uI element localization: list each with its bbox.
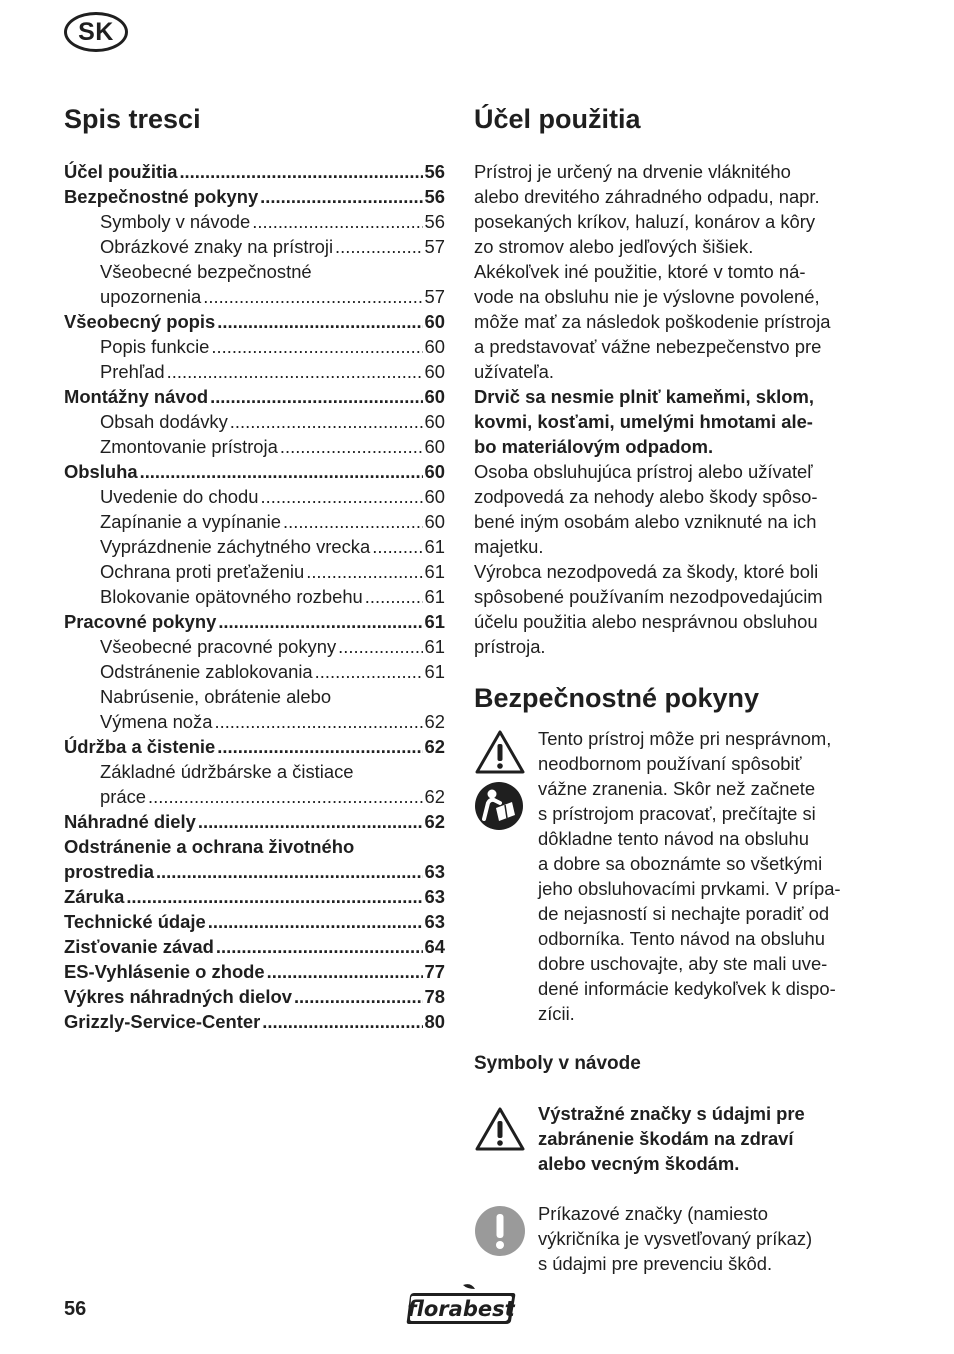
toc-entry-page: 78 — [424, 986, 445, 1007]
toc-entry-page: 61 — [424, 586, 445, 607]
toc-entry-page: 60 — [424, 361, 445, 382]
toc-entry-page: 61 — [424, 611, 445, 632]
safety-notice — [474, 726, 866, 1026]
toc-entry-page: 57 — [424, 236, 445, 257]
toc-entry[interactable] — [64, 984, 445, 1009]
toc-entry-page: 61 — [424, 661, 445, 682]
safety-paragraph: Tento prístroj môže pri nesprávnom, neodbornom používaní spôsobiť vážne zranenia. Skôr než začnete s prístrojom pracovať, prečítajte si dôkladne tento návod na obsluhu a dobre sa oboznámte so všetkými jeho obsluhovacími prvkami. V prípa- de nejasností si nechajte poradiť od odborníka. Tento návod na obsluhu dobre uschovajte, aby ste mali uve- dené informácie kedykoľvek k dispo- zícii. — [538, 728, 841, 1024]
toc-entry-page: 62 — [424, 811, 445, 832]
toc-entry-page: 56 — [424, 186, 445, 207]
safety-text — [538, 726, 866, 1026]
toc-subentry[interactable] — [64, 784, 445, 809]
toc-entry-page: 56 — [424, 211, 445, 232]
toc-entry-label: Obsah dodávky — [100, 411, 228, 432]
toc-entry-label: Zisťovanie závad — [64, 936, 214, 957]
toc-entry[interactable] — [64, 609, 445, 634]
read-manual-icon — [474, 781, 524, 831]
warning-symbol-cell — [474, 1101, 538, 1176]
safety-heading: Bezpečnostné pokyny — [474, 683, 760, 713]
toc-subentry[interactable] — [64, 334, 445, 359]
toc-subentry[interactable] — [64, 409, 445, 434]
table-of-contents — [64, 100, 445, 1034]
toc-entry-page: 60 — [424, 411, 445, 432]
toc-entry-label: Grizzly-Service-Center — [64, 1011, 261, 1032]
toc-entry-label: Blokovanie opätovného rozbehu — [100, 586, 363, 607]
purpose-heading: Účel použitia — [474, 104, 641, 134]
toc-entry-page: 63 — [424, 911, 445, 932]
toc-list — [64, 159, 445, 1034]
mandatory-exclamation-icon — [474, 1205, 526, 1257]
toc-entry[interactable] — [64, 1009, 445, 1034]
toc-entry-page: 56 — [424, 161, 445, 182]
toc-entry-label: Výkres náhradných dielov — [64, 986, 292, 1007]
toc-entry-page: 60 — [424, 436, 445, 457]
warning-symbol-description: Výstražné značky s údajmi pre zabránenie škodám na zdraví alebo vecným škodám. — [538, 1103, 805, 1174]
toc-entry-label: práce — [100, 786, 147, 807]
toc-entry[interactable] — [64, 384, 445, 409]
toc-entry-label: Montážny návod — [64, 386, 209, 407]
toc-entry-page: 60 — [424, 461, 445, 482]
toc-subentry[interactable] — [64, 534, 445, 559]
toc-entry[interactable] — [64, 809, 445, 834]
florabest-logo — [405, 1283, 517, 1327]
toc-entry-page: 61 — [424, 536, 445, 557]
toc-entry[interactable] — [64, 184, 445, 209]
toc-entry-label: Technické údaje — [64, 911, 206, 932]
toc-entry-page: 60 — [424, 511, 445, 532]
toc-entry-page: 80 — [424, 1011, 445, 1032]
toc-subentry[interactable] — [64, 484, 445, 509]
toc-entry-line[interactable]: Odstránenie a ochrana životného — [64, 836, 355, 857]
toc-entry-label: Odstránenie zablokovania — [100, 661, 313, 682]
mandatory-symbol-cell — [474, 1201, 538, 1276]
toc-subentry[interactable] — [64, 659, 445, 684]
toc-entry-page: 63 — [424, 861, 445, 882]
toc-entry-label: Pracovné pokyny — [64, 611, 217, 632]
toc-entry-label: Všeobecné pracovné pokyny — [100, 636, 337, 657]
toc-entry-label: Bezpečnostné pokyny — [64, 186, 259, 207]
toc-subentry[interactable] — [64, 584, 445, 609]
mandatory-symbol-text — [538, 1201, 866, 1276]
toc-entry-page: 60 — [424, 336, 445, 357]
toc-subentry[interactable] — [64, 509, 445, 534]
toc-subentry[interactable] — [64, 709, 445, 734]
toc-entry-page: 64 — [424, 936, 445, 957]
purpose-warning: Drvič sa nesmie plniť kameňmi, sklom, kovmi, kosťami, umelými hmotami ale- bo materiálovým odpadom. — [474, 386, 814, 457]
toc-entry[interactable] — [64, 859, 445, 884]
toc-entry-label: Záruka — [64, 886, 125, 907]
toc-title: Spis tresci — [64, 104, 201, 134]
toc-entry-label: upozornenia — [100, 286, 202, 307]
toc-entry-label: Vyprázdnenie záchytného vrecka — [100, 536, 371, 557]
toc-subentry-line[interactable]: Základné údržbárske a čistiace — [100, 761, 354, 782]
mandatory-symbol-description: Príkazové značky (namiesto výkričníka je vysvetľovaný príkaz) s údajmi pre prevenciu škôd. — [538, 1203, 813, 1274]
brand-wordmark: florabest — [407, 1297, 515, 1321]
toc-entry[interactable] — [64, 884, 445, 909]
toc-entry-page: 61 — [424, 636, 445, 657]
toc-subentry[interactable] — [64, 234, 445, 259]
toc-subentry[interactable] — [64, 284, 445, 309]
toc-subentry[interactable] — [64, 359, 445, 384]
warning-triangle-icon — [474, 1106, 526, 1152]
mandatory-symbol-row — [474, 1201, 866, 1276]
manufacturer-paragraph: Výrobca nezodpovedá za škody, ktoré boli spôsobené používaním nezodpovedajúcim účelu použitia alebo nesprávnou obsluhou prístroja. — [474, 561, 823, 657]
toc-entry-label: Obsluha — [64, 461, 138, 482]
toc-entry[interactable] — [64, 159, 445, 184]
toc-subentry[interactable] — [64, 634, 445, 659]
toc-entry-page: 60 — [424, 311, 445, 332]
toc-entry-page: 62 — [424, 786, 445, 807]
warning-symbol-row — [474, 1101, 866, 1176]
toc-entry-page: 60 — [424, 486, 445, 507]
safety-icons — [474, 726, 538, 1026]
toc-subentry-line[interactable]: Všeobecné bezpečnostné — [100, 261, 312, 282]
toc-entry-label: Symboly v návode — [100, 211, 251, 232]
toc-entry-label: Obrázkové znaky na prístroji — [100, 236, 334, 257]
toc-subentry[interactable] — [64, 559, 445, 584]
toc-entry-label: Údržba a čistenie — [64, 736, 216, 757]
toc-subentry[interactable] — [64, 209, 445, 234]
toc-entry[interactable] — [64, 309, 445, 334]
toc-entry-label: Zmontovanie prístroja — [100, 436, 278, 457]
toc-entry-label: Náhradné diely — [64, 811, 196, 832]
toc-entry-page: 62 — [424, 711, 445, 732]
purpose-paragraph: Prístroj je určený na drvenie vláknitého alebo drevitého záhradného odpadu, napr. posekaných kríkov, haluzí, konárov a kôry zo stromov alebo jedľových šišiek. Akékoľvek iné použitie, ktoré v tomto ná- vode na obsluhu nie je výslovne povolené, môže mať za následok poškodenie prístroja a predstavovať vážne nebezpečenstvo pre užívateľa. — [474, 161, 831, 382]
toc-entry[interactable] — [64, 934, 445, 959]
symbols-heading: Symboly v návode — [474, 1053, 641, 1074]
toc-entry-label: Všeobecný popis — [64, 311, 216, 332]
toc-entry[interactable] — [64, 959, 445, 984]
toc-entry-label: Účel použitia — [64, 161, 178, 182]
toc-entry-page: 77 — [424, 961, 445, 982]
toc-entry[interactable] — [64, 734, 445, 759]
page-number: 56 — [64, 1298, 87, 1320]
warning-symbol-text — [538, 1101, 866, 1176]
toc-entry-page: 62 — [424, 736, 445, 757]
purpose-section — [474, 159, 866, 659]
toc-subentry-line[interactable]: Nabrúsenie, obrátenie alebo — [100, 686, 332, 707]
toc-entry-label: Prehľad — [100, 361, 165, 382]
toc-entry-label: prostredia — [64, 861, 154, 882]
warning-triangle-icon — [474, 729, 526, 775]
content-column — [474, 100, 866, 1276]
toc-entry-label: Uvedenie do chodu — [100, 486, 259, 507]
toc-entry-label: Popis funkcie — [100, 336, 210, 357]
toc-entry[interactable] — [64, 909, 445, 934]
toc-entry-label: ES-Vyhlásenie o zhode — [64, 961, 265, 982]
toc-entry-page: 63 — [424, 886, 445, 907]
liability-paragraph: Osoba obsluhujúca prístroj alebo užívateľ zodpovedá za nehody alebo škody spôso- bené iným osobám alebo vzniknuté na ich majetku. — [474, 461, 818, 557]
toc-subentry[interactable] — [64, 434, 445, 459]
toc-entry-page: 60 — [424, 386, 445, 407]
toc-entry-label: Ochrana proti preťaženiu — [100, 561, 305, 582]
language-badge: SK — [64, 12, 128, 52]
toc-entry-page: 57 — [424, 286, 445, 307]
toc-entry-label: Výmena noža — [100, 711, 213, 732]
toc-entry-page: 61 — [424, 561, 445, 582]
toc-entry-label: Zapínanie a vypínanie — [100, 511, 281, 532]
toc-entry[interactable] — [64, 459, 445, 484]
